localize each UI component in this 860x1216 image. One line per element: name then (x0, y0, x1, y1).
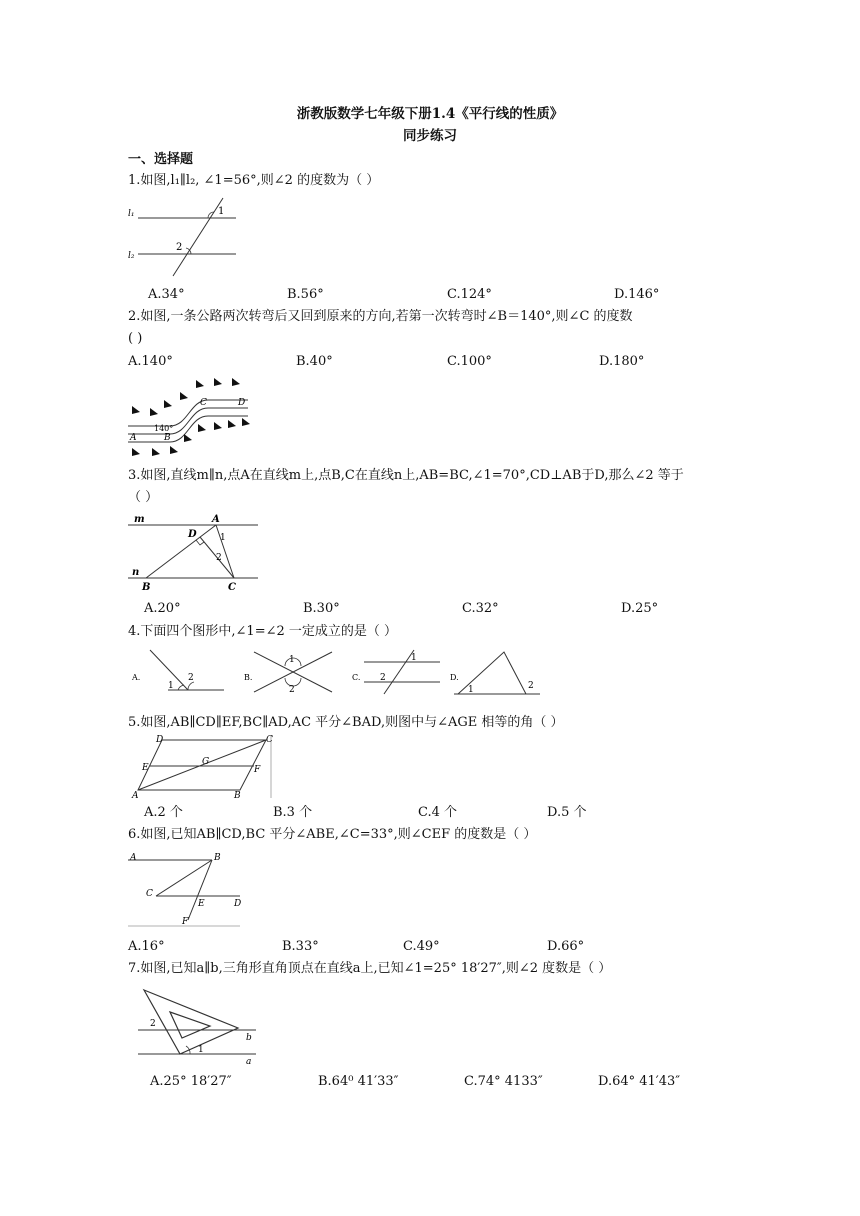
q3-stem: 3.如图,直线m∥n,点A在直线m上,点B,C在直线n上,AB=BC,∠1=70°,CD⊥AB于D,那么∠2 等于 (128, 468, 684, 483)
q6-option-b: B.33° (282, 939, 319, 954)
q1-option-c: C.124° (447, 287, 492, 302)
q3-option-d: D.25° (621, 601, 659, 616)
q4-label-d: D. (450, 673, 459, 682)
q6-figure (128, 850, 244, 926)
q7-label-1: 1 (198, 1045, 204, 1055)
q7-label-b: b (246, 1033, 252, 1043)
q4-label-a: A. (132, 673, 141, 682)
q4-c-2: 2 (380, 673, 386, 683)
q2-option-a: A.140° (128, 354, 173, 369)
q7-stem: 7.如图,已知a∥b,三角形直角顶点在直线a上,已知∠1=25° 18′27″,则∠2 度数是（ ） (128, 961, 612, 976)
q4-a-2: 2 (188, 673, 194, 683)
q7-option-c: C.74° 4133″ (464, 1074, 543, 1089)
q3-label-a: A (212, 514, 220, 525)
q4-d-1: 1 (468, 685, 474, 695)
q5-label-e: E (142, 763, 149, 773)
q1-option-a: A.34° (148, 287, 185, 302)
q5-label-g: G (202, 757, 210, 767)
doc-title-line2: 同步练习 (403, 128, 457, 144)
q6-label-a: A (130, 853, 137, 863)
q1-label-1: 1 (218, 206, 225, 217)
q2-label-a: A (130, 433, 137, 443)
q3-figure (128, 512, 260, 592)
q5-label-b: B (234, 791, 241, 801)
q6-stem: 6.如图,已知AB∥CD,BC 平分∠ABE,∠C=33°,则∠CEF 的度数是（ ） (128, 827, 537, 842)
q1-figure (128, 196, 238, 278)
q1-label-2: 2 (176, 242, 183, 253)
q2-option-d: D.180° (599, 354, 645, 369)
q2-stem: 2.如图,一条公路两次转弯后又回到原来的方向,若第一次转弯时∠B＝140°,则∠C 的度数 (128, 309, 633, 324)
q3-option-a: A.20° (144, 601, 181, 616)
q4-label-c: C. (352, 673, 361, 682)
q1-option-d: D.146° (614, 287, 660, 302)
q3-label-m: m (134, 514, 145, 525)
q3-label-c: C (228, 582, 236, 593)
q7-label-2: 2 (150, 1019, 156, 1029)
q5-option-d: D.5 个 (547, 805, 587, 820)
q4-c-1: 1 (411, 653, 417, 663)
q2-label-c: C (200, 398, 207, 408)
q6-label-f: F (182, 917, 189, 927)
q2-stem-cont: ( ) (128, 331, 143, 346)
q7-option-b: B.64⁰ 41′33″ (318, 1074, 399, 1089)
q7-option-a: A.25° 18′27″ (150, 1074, 232, 1089)
q6-label-c: C (146, 889, 153, 899)
q7-option-d: D.64° 41′43″ (598, 1074, 681, 1089)
q1-label-l2: l₂ (128, 251, 135, 261)
q4-b-1: 1 (289, 655, 295, 665)
q3-label-2: 2 (216, 553, 222, 563)
q4-figures (128, 648, 548, 698)
q5-figure (128, 734, 278, 801)
q6-label-e: E (198, 899, 205, 909)
q3-stem-cont: （ ） (128, 490, 159, 505)
q6-option-a: A.16° (128, 939, 165, 954)
doc-title-line1: 浙教版数学七年级下册1.4《平行线的性质》 (296, 106, 564, 122)
q5-option-a: A.2 个 (144, 805, 183, 820)
q6-label-b: B (214, 853, 221, 863)
q2-label-140: 140° (154, 424, 174, 433)
q7-label-a: a (246, 1057, 252, 1067)
q2-label-d: D (238, 398, 246, 408)
q5-label-f: F (254, 765, 261, 775)
q5-label-a: A (132, 791, 139, 801)
q3-label-1: 1 (220, 533, 226, 543)
q5-label-d: D (156, 735, 164, 745)
q2-label-b: B (164, 433, 171, 443)
q3-label-n: n (132, 567, 140, 578)
q4-stem: 4.下面四个图形中,∠1=∠2 一定成立的是（ ） (128, 624, 398, 639)
q4-d-2: 2 (528, 681, 534, 691)
q5-option-c: C.4 个 (418, 805, 458, 820)
q1-label-l1: l₁ (128, 209, 135, 219)
section-heading: 一、选择题 (128, 152, 194, 167)
q7-figure (128, 984, 258, 1068)
q4-label-b: B. (244, 673, 253, 682)
q6-option-c: C.49° (403, 939, 440, 954)
q5-option-b: B.3 个 (273, 805, 313, 820)
q6-label-d: D (234, 899, 242, 909)
q3-label-d: D (188, 529, 197, 540)
q3-option-c: C.32° (462, 601, 499, 616)
q6-option-d: D.66° (547, 939, 585, 954)
q2-option-c: C.100° (447, 354, 492, 369)
q2-option-b: B.40° (296, 354, 333, 369)
q3-label-b: B (142, 582, 151, 593)
q2-figure (128, 376, 253, 458)
q1-option-b: B.56° (287, 287, 324, 302)
q4-a-1: 1 (168, 681, 174, 691)
q4-b-2: 2 (289, 685, 295, 695)
q1-stem: 1.如图,l₁∥l₂, ∠1=56°,则∠2 的度数为（ ） (128, 173, 380, 188)
q5-label-c: C (266, 735, 273, 745)
q3-option-b: B.30° (303, 601, 340, 616)
q5-stem: 5.如图,AB∥CD∥EF,BC∥AD,AC 平分∠BAD,则图中与∠AGE 相等的角（ ） (128, 715, 564, 730)
